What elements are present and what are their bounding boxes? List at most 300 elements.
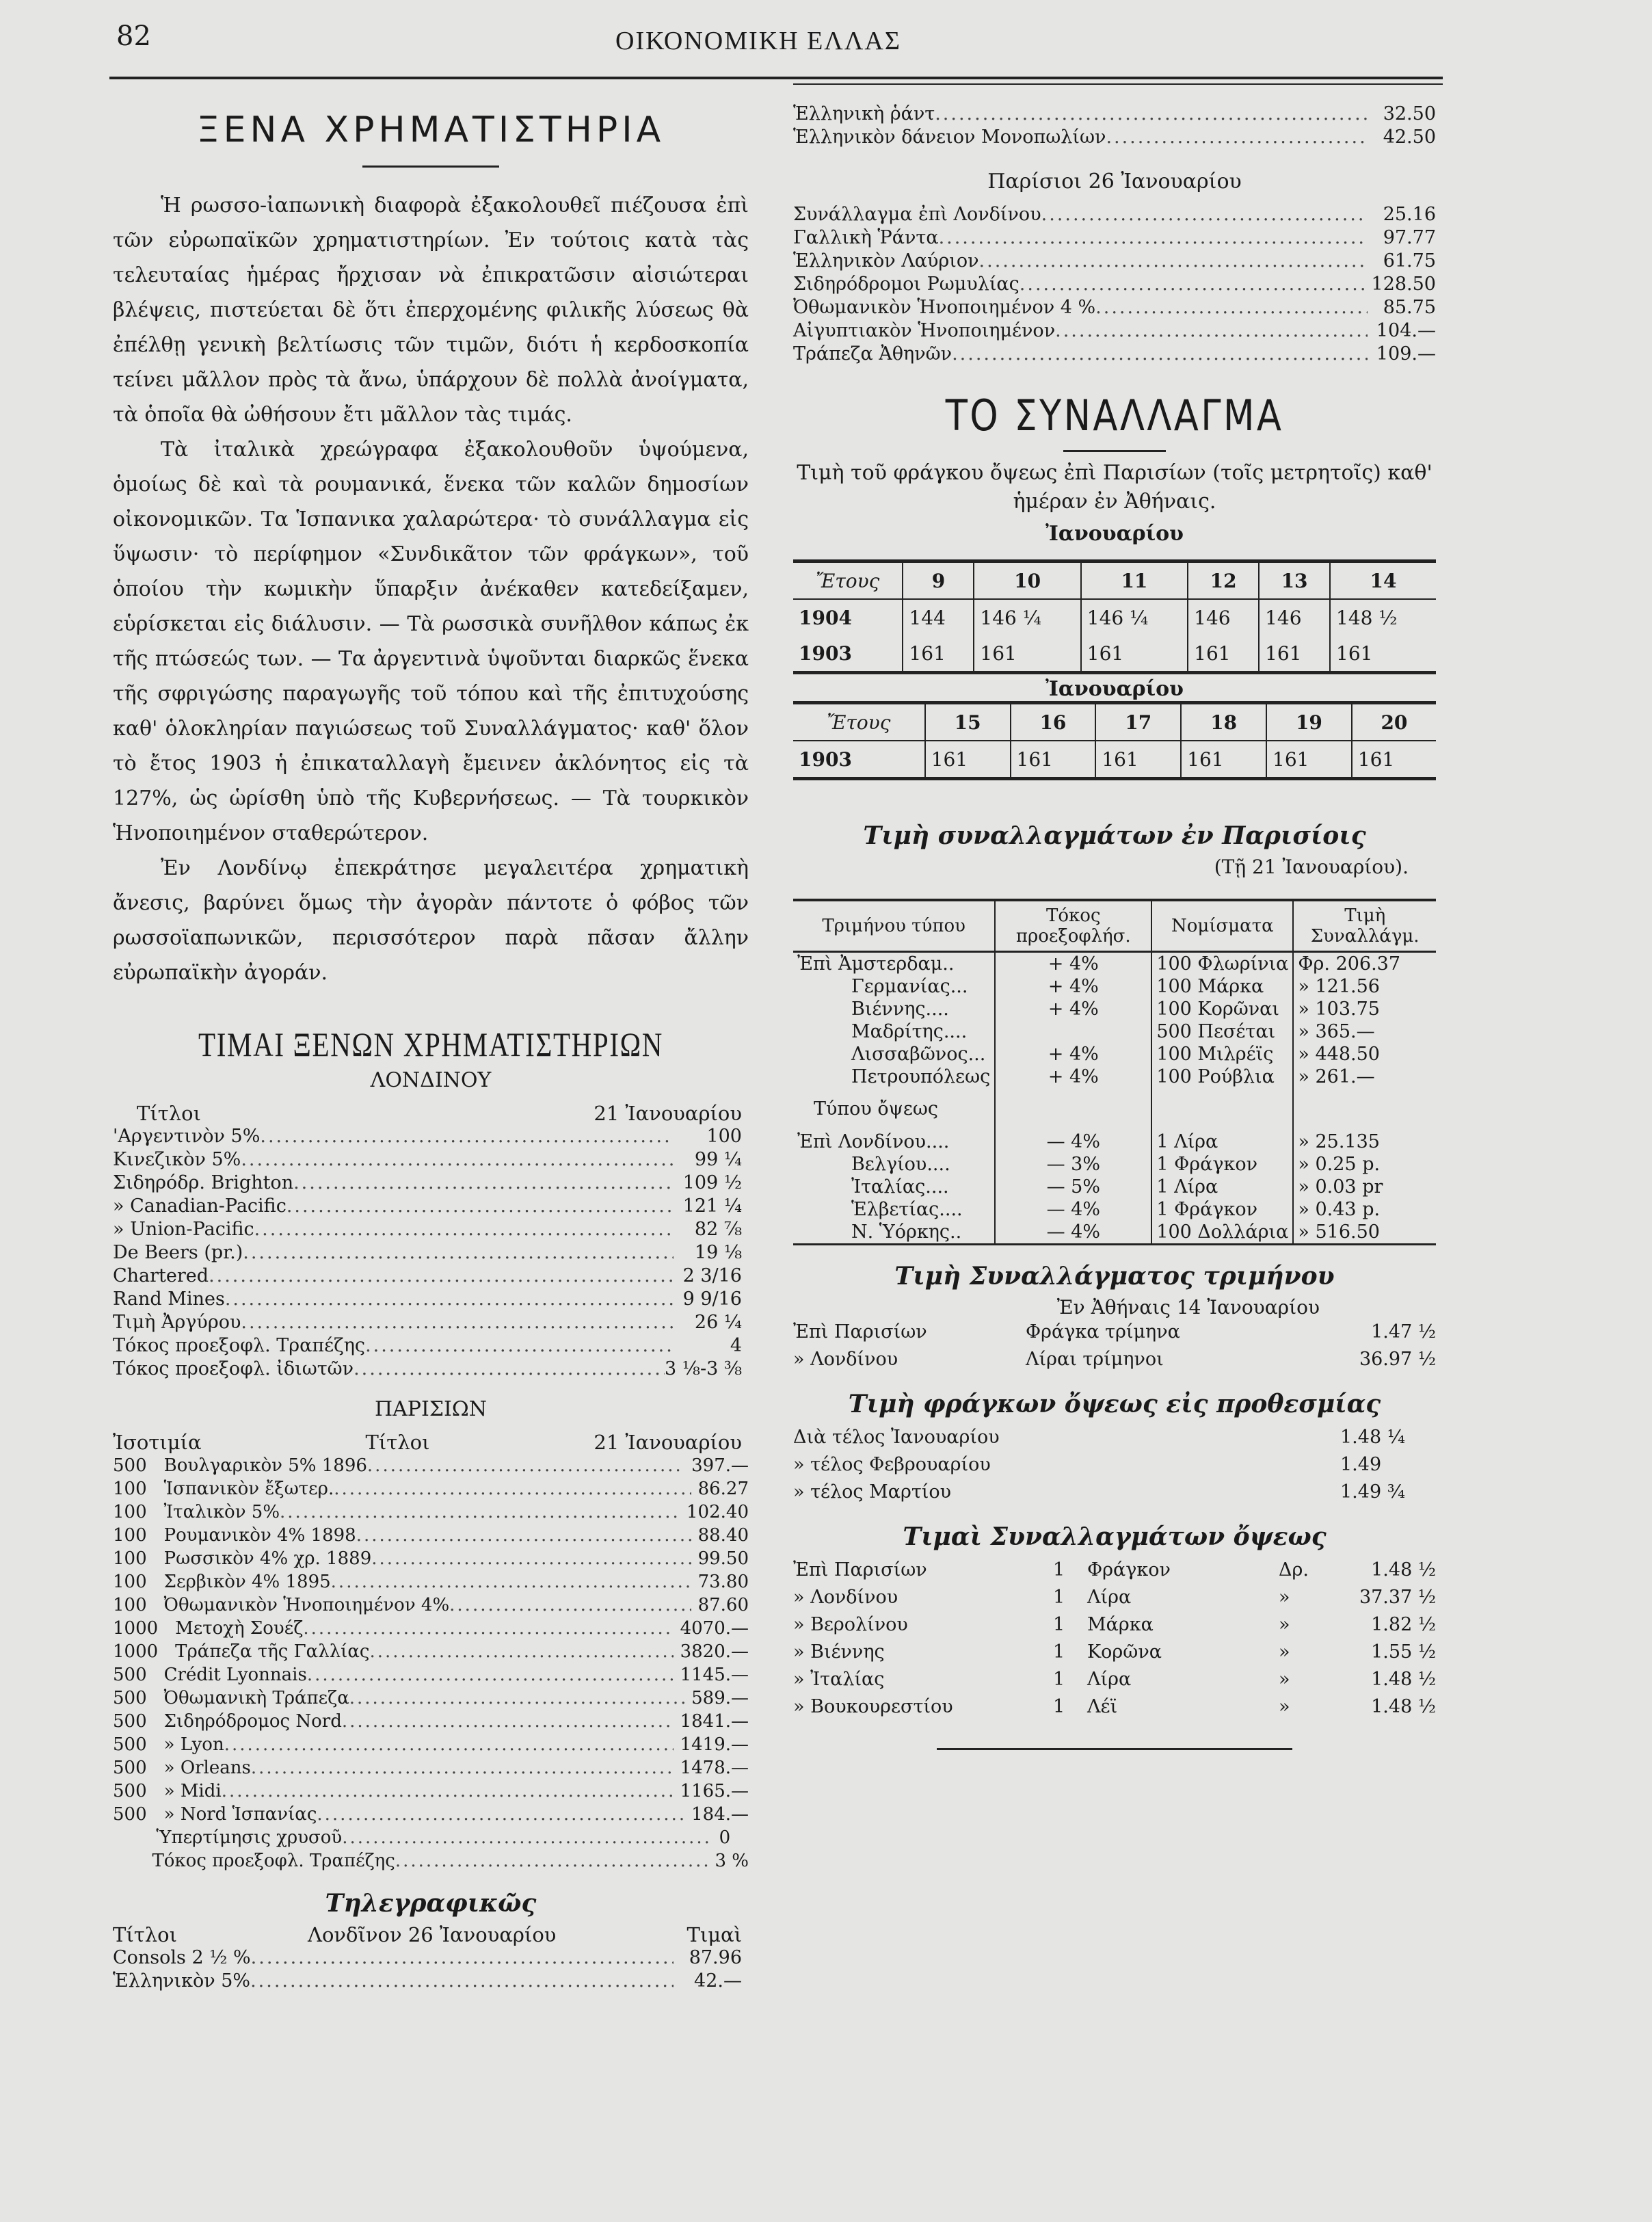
list-item [113, 1570, 749, 1593]
leader-dots [367, 1454, 684, 1477]
list-item [113, 1593, 749, 1617]
item-value: 99.50 [697, 1548, 749, 1569]
item-label: Ἑλληνικὸν Λαύριον [793, 250, 979, 272]
rate-cell: 146 ¼ [1081, 599, 1188, 635]
item-label: Τράπεζα τῆς Γαλλίας [175, 1641, 370, 1662]
rate-cell [995, 1020, 1151, 1043]
list-item [113, 1663, 749, 1687]
item-cur: » [1279, 1696, 1290, 1717]
rate-cell: 161 [925, 741, 1011, 779]
item-value: 589.— [691, 1688, 749, 1708]
telegraph-col-price: Τιμαὶ [687, 1923, 742, 1946]
right-column [793, 103, 1436, 1750]
list-item [113, 1780, 749, 1803]
paris-col-date: 21 Ἰανουαρίου [594, 1431, 742, 1454]
day-header: 13 [1259, 561, 1330, 600]
quarter-list [793, 1319, 1436, 1373]
leader-dots [241, 1148, 674, 1172]
price-cell: » 365.— [1293, 1020, 1436, 1043]
list-item [113, 1454, 749, 1477]
price-cell: » 0.43 p. [1293, 1198, 1436, 1221]
place-cell: Βελγίου.... [851, 1154, 950, 1175]
paris-exchange-date: (Τῇ 21 Ἰανουαρίου). [1214, 856, 1409, 878]
table-row [793, 599, 1436, 635]
list-item [113, 1547, 749, 1570]
item-value: 42.— [694, 1970, 742, 1992]
item-iso: 100 [113, 1548, 147, 1569]
item-iso: 1000 [113, 1641, 159, 1662]
list-item [113, 1803, 749, 1826]
column-header: Τόκος προεξοφλήσ. [995, 900, 1151, 952]
item-cur: » [1279, 1587, 1290, 1608]
leader-dots [260, 1125, 674, 1148]
exchange-subtitle: Τιμὴ τοῦ φράγκου ὄψεως ἐπὶ Παρισίων (τοῖς μετρητοῖς) καθ' ἡμέραν ἐν Ἀθήναις. [797, 461, 1433, 514]
item-label: » τέλος Μαρτίου [793, 1481, 952, 1503]
place-cell: Ν. Ὑόρκης.. [793, 1221, 995, 1245]
rate-cell: 144 [903, 599, 974, 635]
item-value: 109.— [1376, 343, 1436, 365]
item-label: » Union-Pacific [113, 1219, 254, 1240]
list-item [793, 250, 1436, 273]
item-place: » Βιέννης [793, 1641, 885, 1663]
year-header: Ἔτους [793, 703, 925, 741]
place-cell: Ἑλβετίας.... [851, 1199, 963, 1220]
item-label: Σιδηρόδρομος Nord [163, 1711, 342, 1732]
table-row [793, 975, 1436, 998]
item-value: 0 [719, 1827, 731, 1848]
currency-cell: 1 Φράγκον [1151, 1198, 1293, 1221]
item-label: Ἑλληνικὸν δάνειον Μονοπωλίων [793, 127, 1106, 148]
day-header: 12 [1188, 561, 1259, 600]
price-cell: » 103.75 [1293, 998, 1436, 1020]
rate-cell: + 4% [995, 975, 1151, 998]
rate-cell: + 4% [995, 1066, 1151, 1088]
rate-cell: 161 [1011, 741, 1096, 779]
item-label: » Lyon [163, 1734, 224, 1755]
table-row [793, 1221, 1436, 1245]
item-label: 'Αργεντινὸν 5% [113, 1126, 261, 1147]
item-cur: Δρ. [1279, 1559, 1309, 1580]
item-value: 397.— [691, 1455, 749, 1476]
paris-heading: Παρίσιοι 26 Ἰανουαρίου [987, 170, 1242, 194]
item-iso [113, 1826, 156, 1849]
item-iso: 500 [113, 1688, 147, 1708]
rate-cell: — 4% [995, 1130, 1151, 1153]
item-label: Τόκος προεξοφλ. ἰδιωτῶν [113, 1358, 354, 1379]
leader-dots [334, 1477, 691, 1500]
leader-dots [365, 1334, 674, 1358]
paris-exchange-table [793, 899, 1436, 1245]
item-label: Τιμὴ Ἀργύρου [113, 1312, 241, 1333]
item-label: Chartered [113, 1265, 209, 1286]
rate-cell: 161 [1259, 635, 1330, 673]
item-iso: 100 [113, 1595, 147, 1615]
paris-list [113, 1454, 749, 1873]
leader-dots [307, 1663, 674, 1687]
list-item [113, 1334, 742, 1358]
item-label: Σερβικὸν 4% 1895 [163, 1572, 331, 1592]
item-currency: Μάρκα [1087, 1614, 1154, 1635]
item-value: 1.48 ¼ [1340, 1427, 1405, 1448]
item-place: » Βουκουρεστίου [793, 1696, 953, 1717]
table-row [793, 741, 1436, 779]
price-cell: » 25.135 [1293, 1130, 1436, 1153]
day-header: 20 [1352, 703, 1436, 741]
price-cell: » 261.— [1293, 1066, 1436, 1088]
item-label: Ὀθωμανικὸν Ἡνοποιημένον 4 % [793, 297, 1096, 318]
list-item [113, 1195, 742, 1218]
item-value: 87.60 [697, 1595, 749, 1615]
item-value: 102.40 [687, 1502, 749, 1522]
exchange-title: ΤΟ ΣΥΝΑΛΛΑΓΜΑ [945, 391, 1284, 440]
page-number: 82 [116, 21, 151, 52]
item-qty: 1 [1053, 1559, 1065, 1580]
prices-title: ΤΙΜΑΙ ΞΕΝΩΝ ΧΡΗΜΑΤΙΣΤΗΡΙΩΝ [198, 1025, 663, 1063]
item-label: Ρωσσικὸν 4% χρ. 1889 [163, 1548, 372, 1569]
column-header: Τριμήνου τύπου [793, 900, 995, 952]
item-cur: » [1279, 1641, 1290, 1663]
table-row [793, 1176, 1436, 1198]
price-cell: » 0.03 pr [1293, 1176, 1436, 1198]
telegraph-title: Τηλεγραφικῶς [325, 1889, 537, 1918]
rate-cell: 161 [1095, 741, 1181, 779]
item-value: 88.40 [697, 1525, 749, 1546]
item-label: Τράπεζα Ἀθηνῶν [793, 343, 952, 365]
leader-dots [1106, 126, 1368, 149]
item-value: 1145.— [680, 1665, 749, 1685]
item-value: 1.48 ½ [1371, 1559, 1436, 1580]
rate-cell: 161 [903, 635, 974, 673]
item-value: 32.50 [1383, 103, 1436, 124]
list-item [793, 1424, 1436, 1451]
item-label: Rand Mines [113, 1288, 225, 1310]
leader-dots [1041, 203, 1368, 226]
quarter-title: Τιμὴ Συναλλάγματος τριμήνου [894, 1262, 1335, 1291]
day-header: 19 [1266, 703, 1352, 741]
leader-dots [935, 103, 1368, 126]
leader-dots [280, 1500, 680, 1524]
item-label: Συνάλλαγμα ἐπὶ Λονδίνου [793, 204, 1041, 225]
currency-cell: 1 Φράγκον [1151, 1153, 1293, 1176]
forward-title: Τιμὴ φράγκων ὄψεως εἰς προθεσμίας [848, 1390, 1381, 1418]
place-cell: Τύπου ὄψεως [814, 1098, 938, 1120]
item-label: Ἰταλικὸν 5% [163, 1502, 280, 1522]
list-item [113, 1125, 742, 1148]
item-iso: 100 [113, 1572, 147, 1592]
place-cell: Ἐπὶ Ἀμστερδαμ.. [797, 953, 955, 975]
table-row [793, 952, 1436, 976]
leader-dots [254, 1218, 674, 1241]
item-value: 1.48 ½ [1371, 1669, 1436, 1690]
leader-dots [303, 1617, 673, 1640]
list-item [113, 1733, 749, 1756]
item-label: Ὀθωμανικὸν Ἡνοποιημένον 4% [163, 1595, 450, 1615]
item-label: Ἑλληνικὸν 5% [113, 1970, 251, 1992]
place-cell: Βιέννης.... [851, 998, 949, 1020]
item-label: Σιδηρόδρομοι Ρωμυλίας [793, 274, 1020, 295]
price-cell: » 448.50 [1293, 1043, 1436, 1066]
paris-col-title: Τίτλοι [365, 1431, 430, 1454]
rate-cell: 161 [1081, 635, 1188, 673]
day-header: 17 [1095, 703, 1181, 741]
item-value: 25.16 [1383, 204, 1436, 225]
price-cell: Φρ. 206.37 [1293, 952, 1436, 976]
table-row [793, 635, 1436, 673]
item-value: 1.55 ½ [1371, 1641, 1436, 1663]
item-iso: 100 [113, 1479, 147, 1499]
table-row [793, 1066, 1436, 1088]
leader-dots [287, 1195, 674, 1218]
list-item [793, 319, 1436, 343]
rate-cell [995, 1088, 1151, 1130]
item-label: Τόκος προεξοφλ. Τραπέζης [152, 1851, 395, 1871]
price-cell [1293, 1088, 1436, 1130]
year-cell: 1904 [799, 606, 852, 629]
item-desc: Λίραι τρίμηνοι [1026, 1349, 1164, 1370]
rate-cell: 161 [1188, 635, 1259, 673]
rate-cell: 161 [1330, 635, 1436, 673]
leader-dots [331, 1570, 691, 1593]
header-rule [109, 77, 1443, 79]
end-rule [937, 1748, 1292, 1750]
currency-cell: 100 Ρούβλια [1151, 1066, 1293, 1088]
rate-cell: 146 [1259, 599, 1330, 635]
item-qty: 1 [1053, 1696, 1065, 1717]
item-value: 82 ⅞ [694, 1219, 742, 1240]
item-label: Ἱσπανικὸν ἔξωτερ. [163, 1479, 334, 1499]
list-item [793, 1611, 1436, 1639]
item-place: Ἐπὶ Παρισίων [793, 1559, 927, 1580]
paris-col-iso: Ἰσοτιμία [113, 1431, 202, 1454]
item-value: 128.50 [1371, 274, 1436, 295]
item-value: 104.— [1376, 320, 1436, 341]
list-item [793, 1319, 1436, 1346]
item-label: Ὑπερτίμησις χρυσοῦ [156, 1827, 343, 1848]
day-header: 16 [1011, 703, 1096, 741]
item-value: 1419.— [680, 1734, 749, 1755]
item-iso: 100 [113, 1525, 147, 1546]
item-desc: Φράγκα τρίμηνα [1026, 1321, 1180, 1343]
rate-cell: 161 [974, 635, 1080, 673]
telegraph-list [113, 1946, 749, 1993]
place-cell: Μαδρίτης.... [851, 1021, 968, 1042]
item-value: 61.75 [1383, 250, 1436, 272]
item-value: 1.49 [1340, 1454, 1382, 1475]
list-item [793, 1584, 1436, 1611]
paris-exchange-title: Τιμὴ συναλλαγμάτων ἐν Παρισίοις [863, 821, 1366, 850]
list-item [793, 203, 1436, 226]
list-item [113, 1172, 742, 1195]
item-iso: 500 [113, 1711, 147, 1732]
item-currency: Λίρα [1087, 1669, 1132, 1690]
place-cell: Λισσαβῶνος... [851, 1044, 986, 1065]
price-cell: » 0.25 p. [1293, 1153, 1436, 1176]
london-col-title: Τίτλοι [137, 1102, 201, 1125]
month-label-1: Ἰανουαρίου [1045, 522, 1184, 546]
place-cell: Ἰταλίας.... [851, 1176, 949, 1198]
table-row [793, 1153, 1436, 1176]
list-item [113, 1477, 749, 1500]
item-value: 1841.— [680, 1711, 749, 1732]
forward-list [793, 1424, 1436, 1506]
quarter-date: Ἐν Ἀθήναις 14 Ἰανουαρίου [1056, 1296, 1320, 1319]
item-value: 109 ½ [682, 1172, 742, 1193]
item-iso: 500 [113, 1758, 147, 1778]
item-qty: 1 [1053, 1669, 1065, 1690]
exchange-table-1 [793, 559, 1436, 674]
currency-cell: 100 Μιλρέϊς [1151, 1043, 1293, 1066]
list-item [113, 1358, 742, 1381]
item-value: 1165.— [680, 1781, 749, 1801]
list-item [113, 1617, 749, 1640]
item-currency: Φράγκον [1087, 1559, 1171, 1580]
currency-cell [1151, 1088, 1293, 1130]
item-place: » Λονδίνου [793, 1587, 898, 1608]
leader-dots [342, 1710, 674, 1733]
list-item [113, 1710, 749, 1733]
table-row [793, 1130, 1436, 1153]
item-iso: 500 [113, 1455, 147, 1476]
sight-title: Τιμαὶ Συναλλαγμάτων ὄψεως [903, 1522, 1327, 1551]
price-cell: » 121.56 [1293, 975, 1436, 998]
rate-cell: 146 [1188, 599, 1259, 635]
leader-dots [349, 1687, 684, 1710]
year-header: Ἔτους [793, 561, 903, 600]
table-row [793, 1088, 1436, 1130]
left-column [113, 103, 749, 1993]
list-item [113, 1241, 742, 1265]
item-value: 99 ¼ [694, 1149, 742, 1170]
item-value: 3820.— [680, 1641, 749, 1662]
item-place: » Λονδίνου [793, 1349, 898, 1370]
day-header: 9 [903, 561, 974, 600]
telegraph-col-title: Τίτλοι [113, 1923, 177, 1946]
month-label-2: Ἰανουαρίου [1045, 677, 1184, 701]
item-value: 4070.— [680, 1618, 749, 1639]
list-item [113, 1265, 742, 1288]
item-value: 97.77 [1383, 227, 1436, 248]
place-cell: Πετρουπόλεως [851, 1066, 991, 1087]
list-item [113, 1946, 742, 1970]
price-cell: » 516.50 [1293, 1221, 1436, 1245]
table-row [793, 998, 1436, 1020]
currency-cell: 100 Μάρκα [1151, 975, 1293, 998]
year-cell: 1903 [793, 741, 925, 779]
leader-dots [1095, 296, 1368, 319]
telegraph-col-date: Λονδῖνον 26 Ἰανουαρίου [308, 1923, 557, 1946]
item-iso: 500 [113, 1781, 147, 1801]
rate-cell: + 4% [995, 952, 1151, 976]
item-qty: 1 [1053, 1614, 1065, 1635]
item-iso: 500 [113, 1665, 147, 1685]
column-header: Τιμὴ Συναλλάγμ. [1293, 900, 1436, 952]
list-item [113, 1826, 749, 1849]
item-label: » Nord Ἱσπανίας [163, 1804, 317, 1825]
leader-dots [251, 1756, 674, 1780]
list-item [793, 296, 1436, 319]
leader-dots [209, 1265, 674, 1288]
leader-dots [369, 1640, 673, 1663]
currency-cell: 500 Πεσέται [1151, 1020, 1293, 1043]
table-row [793, 1043, 1436, 1066]
item-label: De Beers (pr.) [113, 1242, 243, 1263]
list-item [113, 1524, 749, 1547]
leader-dots [243, 1241, 674, 1265]
list-item [113, 1970, 742, 1993]
item-label: Βουλγαρικὸν 5% 1896 [163, 1455, 367, 1476]
rate-cell: 146 ¼ [974, 599, 1080, 635]
rate-cell: + 4% [995, 1043, 1151, 1066]
day-header: 11 [1081, 561, 1188, 600]
leader-dots [317, 1803, 684, 1826]
leader-dots [1055, 319, 1368, 343]
paris-title: ΠΑΡΙΣΙΩΝ [374, 1397, 488, 1421]
list-item [793, 343, 1436, 366]
list-item [113, 1311, 742, 1334]
item-label: Γαλλικὴ Ῥάντα [793, 227, 939, 248]
item-iso: 1000 [113, 1618, 159, 1639]
article-paragraph-1: Ἡ ρωσσο-ἰαπωνικὴ διαφορὰ ἐξακολουθεῖ πιέζουσα ἐπὶ τῶν εὐρωπαϊκῶν χρηματιστηρίων. Ἐν τούτοις κατὰ τὰς τελευταίας ἡμέρας ἤρχισαν νὰ ἐπικρατῶσιν αἰσιώτεραι βλέψεις, πιστεύεται δὲ ὅτι ἐπερχομένης φιλικῆς λύσεως θὰ ἐπέλθῃ γενικὴ βελτίωσις τῶν τιμῶν, διότι ἡ κερδοσκοπία τείνει μᾶλλον πρὸς τὰ ἄνω, ὑπάρχουν δὲ πολλὰ ἀνοίγματα, τὰ ὁποῖα θὰ ὠθήσουν ἔτι μᾶλλον τὰς τιμάς. [113, 194, 749, 427]
leader-dots [293, 1172, 674, 1195]
item-label: » τέλος Φεβρουαρίου [793, 1454, 991, 1475]
day-header: 14 [1330, 561, 1436, 600]
item-label: » Canadian-Pacific [113, 1195, 287, 1217]
sight-list [793, 1557, 1436, 1721]
list-item [793, 126, 1436, 149]
leader-dots [251, 1946, 674, 1970]
rate-cell: — 5% [995, 1176, 1151, 1198]
item-currency: Λίρα [1087, 1587, 1132, 1608]
column-header: Νομίσματα [1151, 900, 1293, 952]
item-iso: 100 [113, 1502, 147, 1522]
item-value: 73.80 [697, 1572, 749, 1592]
item-value: 1.48 ½ [1371, 1696, 1436, 1717]
london-list [113, 1125, 749, 1381]
rate-cell: — 3% [995, 1153, 1151, 1176]
item-place: Ἐπὶ Παρισίων [793, 1321, 927, 1343]
item-label: Αἰγυπτιακὸν Ἡνοποιημένον [793, 320, 1056, 341]
list-item [793, 273, 1436, 296]
item-currency: Λέϊ [1087, 1696, 1118, 1717]
leader-dots [241, 1311, 674, 1334]
item-cur: » [1279, 1614, 1290, 1635]
leader-dots [250, 1970, 674, 1993]
item-value: 1.47 ½ [1371, 1321, 1436, 1343]
list-item [113, 1288, 742, 1311]
item-iso [113, 1849, 152, 1873]
leader-dots [354, 1358, 665, 1381]
list-item [113, 1849, 749, 1873]
day-header: 10 [974, 561, 1080, 600]
article-paragraph-2: Τὰ ἰταλικὰ χρεώγραφα ἐξακολουθοῦν ὑψούμενα, ὁμοίως δὲ καὶ τὰ ρουμανικά, ἕνεκα τῶν καλῶν δημοσίων οἰκονομικῶν. Τα Ἱσπανικα χαλαρώτερα· τὸ συνάλλαγμα εἰς ὕψωσιν· τὸ περίφημον «Συνδικᾶτον τῶν φράγκων», τοῦ ὁποίου τὴν κωμικὴν ὕπαρξιν ἀνέκαθεν κατεδείξαμεν, εὑρίσκεται εἰς διάλυσιν. — Τὰ ρωσσικὰ συνῆλθον κάπως ἐκ τῆς πτώσεώς των. — Τα ἀργεντινὰ ὑψοῦνται διαρκῶς ἕνεκα τῆς σφριγώσης παραγωγῆς τοῦ τόπου καὶ τῆς ἐπιτυχούσης καθ' ὁλοκληρίαν παγιώσεως τοῦ Συναλλάγματος· καθ' ὅλον τὸ ἔτος 1903 ἡ ἐπικαταλλαγὴ ἔμεινεν ἀκλόνητος εἰς τὰ 127%, ὡς ὡρίσθη ὑπὸ τῆς Κυβερνήσεως. — Τὰ τουρκικὸν Ἡνοποιημένον σταθερώτερον. [113, 438, 749, 845]
currency-cell: 100 Φλωρίνια [1151, 952, 1293, 976]
item-label: Ἑλληνικὴ ῥάντ [793, 103, 935, 124]
item-label: » Orleans [163, 1758, 251, 1778]
item-value: 2 3/16 [682, 1265, 742, 1286]
item-value: 100 [706, 1126, 742, 1147]
leader-dots [225, 1288, 674, 1311]
leader-dots [395, 1849, 708, 1873]
london-title: ΛΟΝΔΙΝΟΥ [370, 1068, 492, 1092]
list-item [793, 1639, 1436, 1666]
list-item [113, 1687, 749, 1710]
leader-dots [222, 1780, 674, 1803]
item-value: 86.27 [697, 1479, 749, 1499]
list-item [113, 1640, 749, 1663]
leader-dots [952, 343, 1368, 366]
item-value: 37.37 ½ [1359, 1587, 1436, 1608]
paris-right-list [793, 203, 1436, 366]
